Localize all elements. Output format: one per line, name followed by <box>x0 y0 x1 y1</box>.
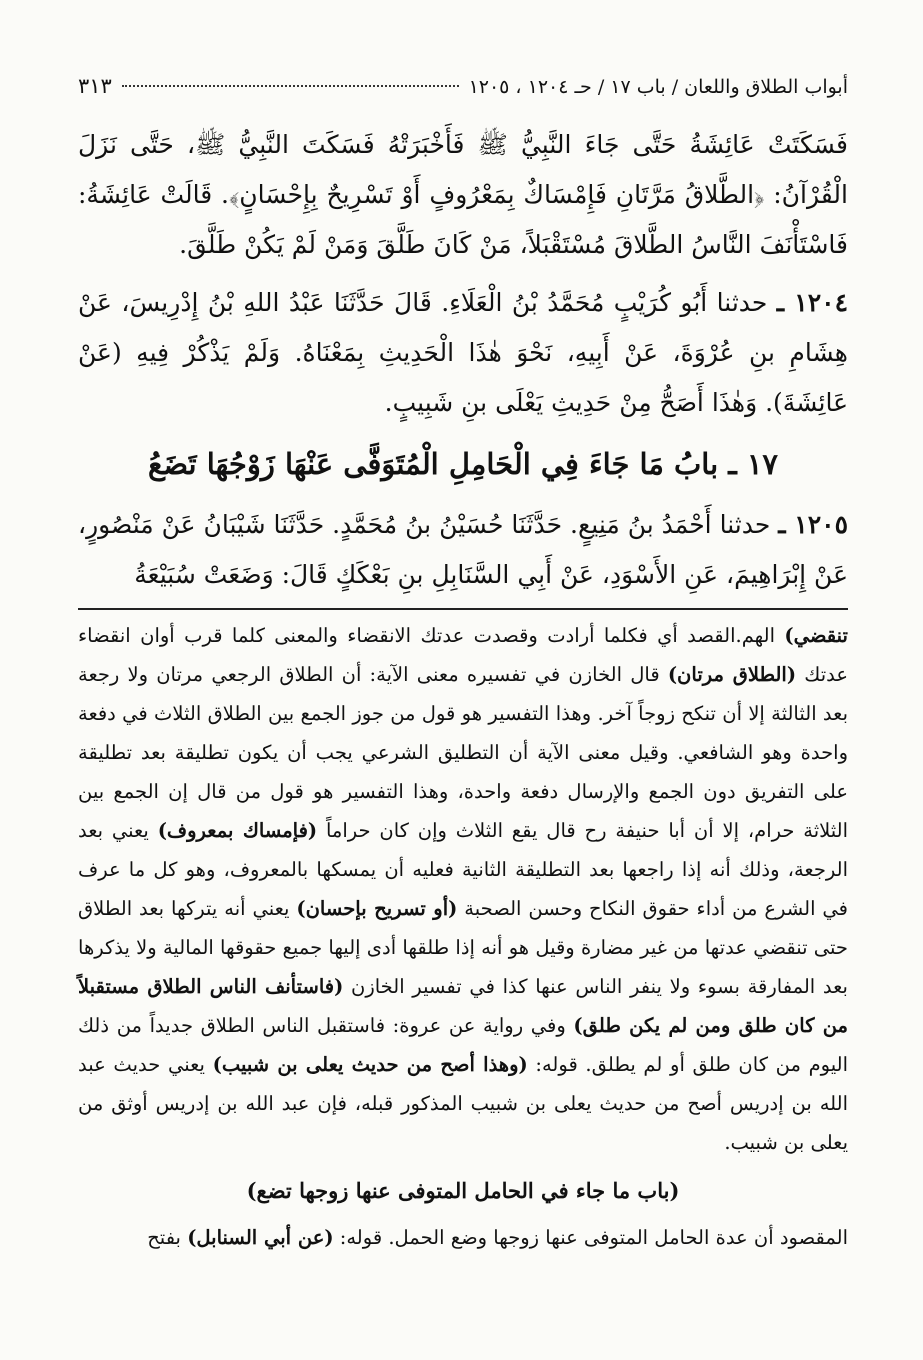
commentary-text: الهم.القصد أي فكلما أرادت وقصدت عدتك الانقضاء والمعنى كلما قرب أوان انقضاء عدتك <box>78 624 848 686</box>
commentary-subheading: (باب ما جاء في الحامل المتوفى عنها زوجها تضع) <box>246 1178 680 1203</box>
commentary-text: وفي رواية عن عروة: فاستقبل الناس الطلاق جديداً من ذلك اليوم من كان طلق أو لم يطلق. قوله: <box>78 1014 848 1076</box>
commentary-text: قال الخازن في تفسيره معنى الآية: أن الطلاق الرجعي مرتان ولا رجعة بعد الثالثة إلا أن تنكح زوجاً آخر. وهذا التفسير هو قول من جوز الجمع بين الطلاق الثلاث في دفعة واحدة وهو الشافعي. وقيل معنى الآية أن التطليق الشرعي يجب أن يكون تطليقة بعد تطليقة على التفريق دون الجمع والإرسال دفعة واحدة، وهذا التفسير هو قول من قال إن الجمع بين الثلاثة حرام، إلا أن أبا حنيفة رح قال يقع الثلاث وإن كان حراماً <box>78 663 848 842</box>
commentary-keyword: (فاستأنف الناس الطلاق مستقبلاً من كان طلق ومن لم يكن طلق) <box>78 975 848 1037</box>
commentary-block <box>78 616 848 1162</box>
footnote-divider <box>78 608 848 610</box>
hadith-continuation: فَسَكَتَتْ عَائِشَةُ حَتَّى جَاءَ النَّبِيُّ ﷺ فَأَخْبَرَتْهُ فَسَكَتَ النَّبِيُّ ﷺ، حَتَّى نَزَلَ الْقُرْآنُ: ﴿الطَّلاقُ مَرَّتَانِ فَإِمْسَاكٌ بِمَعْرُوفٍ أَوْ تَسْرِيحٌ بِإِحْسَانٍ﴾. قَالَتْ عَائِشَةُ: فَاسْتَأْنَفَ النَّاسُ الطَّلاقَ مُسْتَقْبَلاً، مَنْ كَانَ طَلَّقَ وَمَنْ لَمْ يَكُنْ طَلَّقَ. <box>78 130 848 259</box>
commentary-text: بفتح <box>147 1226 188 1249</box>
running-header <box>78 72 848 102</box>
commentary-text: يعني أنه يتركها بعد الطلاق حتى تنقضي عدتها من غير مضارة وقيل هو أنه إذا طلقها أدى إليها جميع حقوقها المالية ولا يذكرها بعد المفارقة بسوء ولا ينفر الناس عنها كذا في تفسير الخازن <box>78 897 848 998</box>
commentary-text: المقصود أن عدة الحامل المتوفى عنها زوجها وضع الحمل. قوله: <box>333 1226 848 1249</box>
commentary-keyword: تنقضي) <box>784 624 848 647</box>
hadith-text: حدثنا أَحْمَدُ بنُ مَنِيعٍ. حَدَّثَنَا حُسَيْنُ بنُ مُحَمَّدٍ. حَدَّثَنَا شَيْبَانُ عَنْ مَنْصُورٍ، عَنْ إِبْرَاهِيمَ، عَنِ الأَسْوَدِ، عَنْ أَبِي السَّنَابِلِ بنِ بَعْكَكٍ قَالَ: وَضَعَتْ سُبَيْعَةُ <box>78 510 848 589</box>
dotted-leader <box>122 85 459 87</box>
chapter-reference: أبواب الطلاق واللعان / باب ١٧ / حـ ١٢٠٤ ، ١٢٠٥ <box>468 76 848 98</box>
page-number: ٣١٣ <box>78 74 112 98</box>
commentary-text: يعني بعد الرجعة، وذلك أنه إذا راجعها بعد التطليقة الثانية فعليه أن يمسكها بالمعروف، وهو كل ما عرف في الشرع من أداء حقوق النكاح وحسن الصحبة <box>78 819 849 920</box>
commentary-text: يعني حديث عبد الله بن إدريس أصح من حديث يعلى بن شبيب المذكور قبله، فإن عبد الله بن إدريس أوثق من يعلى بن شبيب. <box>78 1053 848 1154</box>
commentary-keyword: (أو تسريح بإحسان) <box>296 897 458 920</box>
commentary-keyword: (وهذا أصح من حديث يعلى بن شبيب) <box>212 1053 528 1076</box>
chapter-title: ١٧ ـ بابُ مَا جَاءَ فِي الْحَامِلِ الْمُتَوَفَّى عَنْهَا زَوْجُهَا تَضَعُ <box>147 447 779 481</box>
hadith-text: حدثنا أَبُو كُرَيْبٍ مُحَمَّدُ بْنُ الْعَلَاءِ. قَالَ حَدَّثَنَا عَبْدُ اللهِ بْنُ إِدْرِيسَ، عَنْ هِشَامِ بنِ عُرْوَةَ، عَنْ أَبِيهِ، نَحْوَ هٰذَا الْحَدِيثِ بِمَعْنَاهُ. وَلَمْ يَذْكُرْ فِيهِ (عَنْ عَائِشَةَ). وَهٰذَا أَصَحُّ مِنْ حَدِيثِ يَعْلَى بنِ شَبِيبٍ. <box>78 288 848 417</box>
hadith-1205 <box>78 500 848 600</box>
commentary-keyword: (فإمساك بمعروف) <box>157 819 318 842</box>
commentary-keyword: (عن أبي السنابل) <box>187 1226 334 1249</box>
hadith-number: ١٢٠٤ ـ <box>776 288 849 317</box>
hadith-number: ١٢٠٥ ـ <box>778 510 849 539</box>
commentary-block <box>78 1218 848 1257</box>
hadith-1204 <box>78 278 848 428</box>
commentary-keyword: (الطلاق مرتان) <box>667 663 797 686</box>
